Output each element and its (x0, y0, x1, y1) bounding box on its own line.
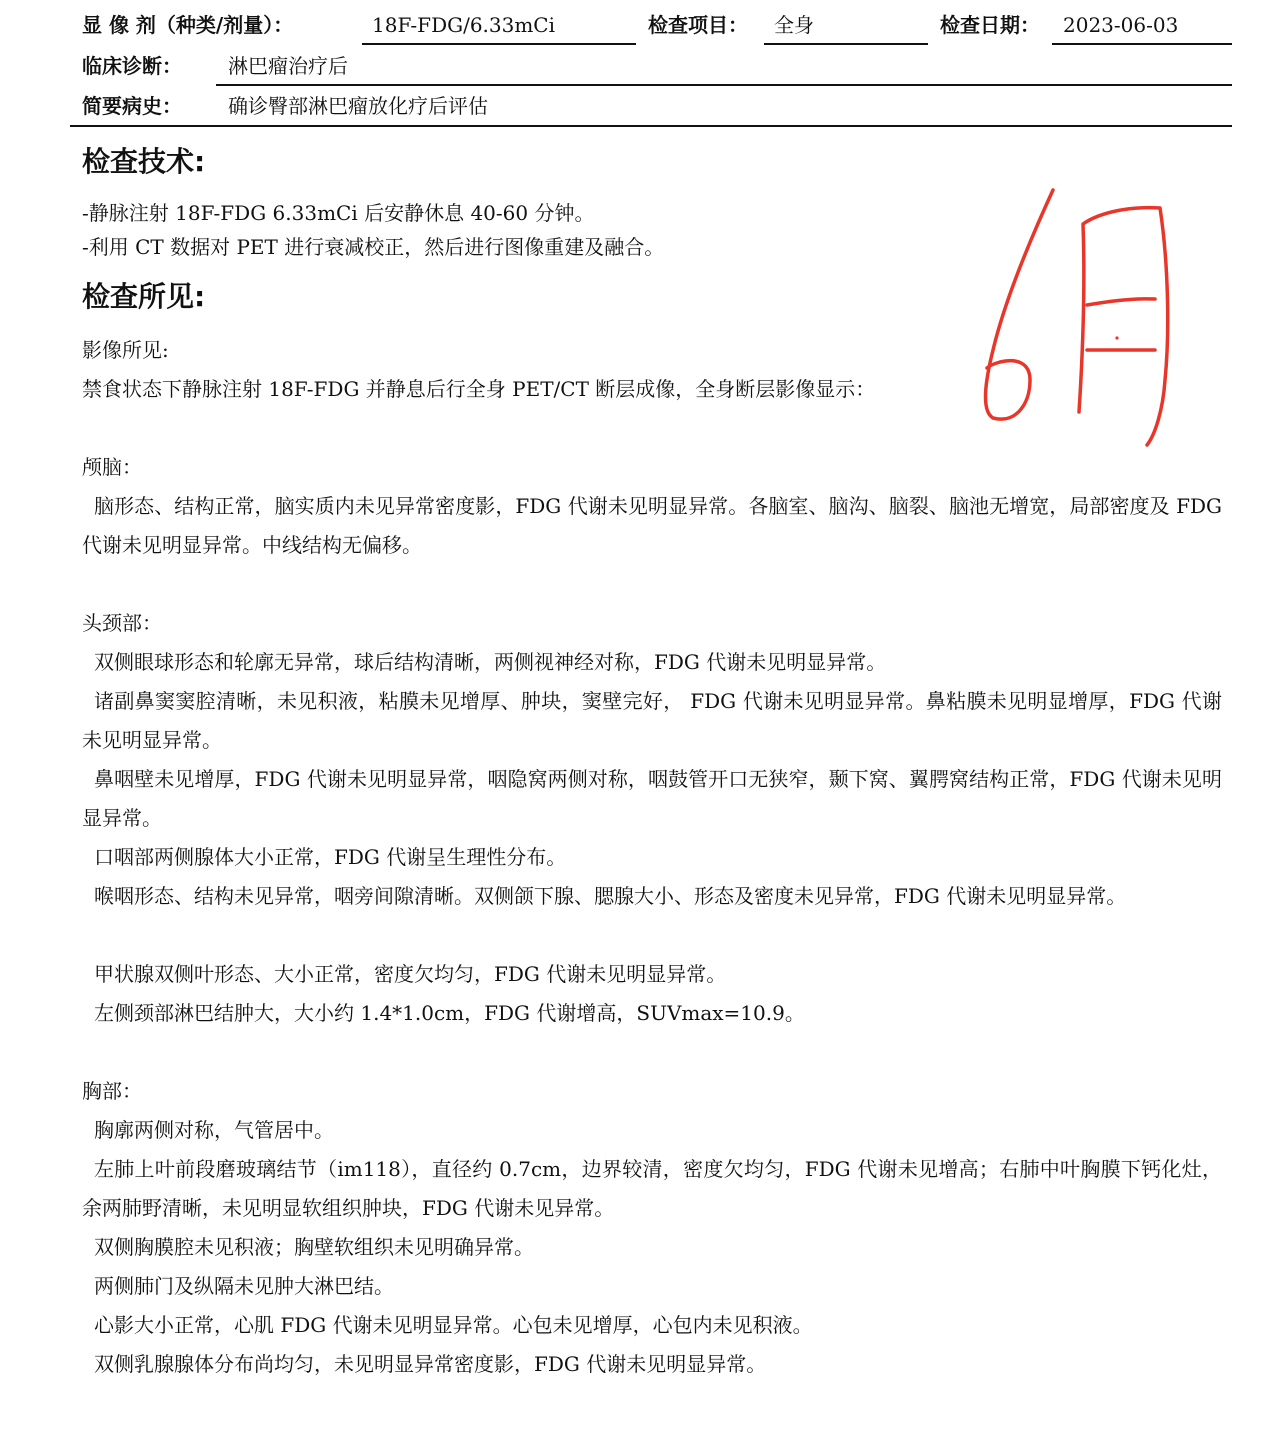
headneck-paragraph: 双侧眼球形态和轮廓无异常，球后结构清晰，两侧视神经对称，FDG 代谢未见明显异常。 (94, 650, 887, 674)
chest-paragraph: 两侧肺门及纵隔未见肿大淋巴结。 (94, 1274, 394, 1298)
technique-heading: 检查技术: (82, 145, 206, 178)
headneck-paragraph: 鼻咽壁未见增厚，FDG 代谢未见明显异常，咽隐窝两侧对称，咽鼓管开口无狭窄，颞下窝、翼腭窝结构正常，FDG 代谢未见明显异常。 (82, 767, 1222, 830)
header-divider (70, 125, 1232, 127)
headneck-paragraph: 甲状腺双侧叶形态、大小正常，密度欠均匀，FDG 代谢未见明显异常。 (94, 962, 727, 986)
exam-date-value: 2023-06-03 (1063, 13, 1179, 37)
headneck-section-title: 头颈部： (82, 611, 162, 635)
chest-paragraph: 心影大小正常，心肌 FDG 代谢未见明显异常。心包未见增厚，心包内未见积液。 (94, 1313, 813, 1337)
exam-date-underline (1052, 43, 1232, 45)
clinical-diagnosis-value: 淋巴瘤治疗后 (228, 54, 348, 78)
chest-paragraph: 左肺上叶前段磨玻璃结节（im118），直径约 0.7cm，边界较清，密度欠均匀，FDG 代谢未见增高；右肺中叶胸膜下钙化灶，余两肺野清晰，未见明显软组织肿块，FDG 代谢未见异常。 (82, 1157, 1222, 1220)
headneck-paragraph: 诸副鼻窦窦腔清晰，未见积液，粘膜未见增厚、肿块，窦壁完好， FDG 代谢未见明显异常。鼻粘膜未见明显增厚，FDG 代谢未见明显异常。 (82, 689, 1222, 752)
exam-item-value: 全身 (774, 13, 814, 37)
exam-item-underline (764, 43, 928, 45)
chest-paragraph: 胸廓两侧对称，气管居中。 (94, 1118, 334, 1142)
chest-paragraph: 双侧乳腺腺体分布尚均匀，未见明显异常密度影，FDG 代谢未见明显异常。 (94, 1352, 767, 1376)
contrast-agent-value: 18F-FDG/6.33mCi (372, 13, 556, 37)
headneck-paragraph: 左侧颈部淋巴结肿大，大小约 1.4*1.0cm，FDG 代谢增高，SUVmax=10.9。 (94, 1001, 805, 1025)
technique-line: -静脉注射 18F-FDG 6.33mCi 后安静休息 40-60 分钟。 (82, 201, 595, 225)
exam-date-label: 检查日期： (940, 13, 1040, 37)
brain-section-title: 颅脑： (82, 455, 142, 479)
headneck-paragraph: 喉咽形态、结构未见异常，咽旁间隙清晰。双侧颌下腺、腮腺大小、形态及密度未见异常，FDG 代谢未见明显异常。 (94, 884, 1127, 908)
chest-paragraph: 双侧胸膜腔未见积液；胸壁软组织未见明确异常。 (94, 1235, 534, 1259)
contrast-agent-label: 显 像 剂（种类/剂量）： (82, 13, 294, 37)
contrast-agent-underline (362, 43, 636, 45)
clinical-diagnosis-label: 临床诊断： (82, 54, 182, 78)
clinical-diagnosis-underline (216, 84, 1232, 86)
exam-item-label: 检查项目： (648, 13, 748, 37)
chest-section-title: 胸部： (82, 1079, 142, 1103)
brain-paragraph: 脑形态、结构正常，脑实质内未见异常密度影，FDG 代谢未见明显异常。各脑室、脑沟、脑裂、脑池无增宽，局部密度及 FDG 代谢未见明显异常。中线结构无偏移。 (82, 494, 1222, 557)
findings-heading: 检查所见: (82, 280, 206, 313)
findings-intro-label: 影像所见: (82, 338, 169, 362)
findings-intro: 禁食状态下静脉注射 18F-FDG 并静息后行全身 PET/CT 断层成像，全身断层影像显示： (82, 377, 876, 401)
handwritten-month-annotation (975, 180, 1175, 455)
medical-history-label: 简要病史： (82, 94, 182, 118)
medical-history-value: 确诊臀部淋巴瘤放化疗后评估 (228, 94, 488, 118)
technique-line: -利用 CT 数据对 PET 进行衰减校正，然后进行图像重建及融合。 (82, 235, 665, 259)
headneck-paragraph: 口咽部两侧腺体大小正常，FDG 代谢呈生理性分布。 (94, 845, 567, 869)
